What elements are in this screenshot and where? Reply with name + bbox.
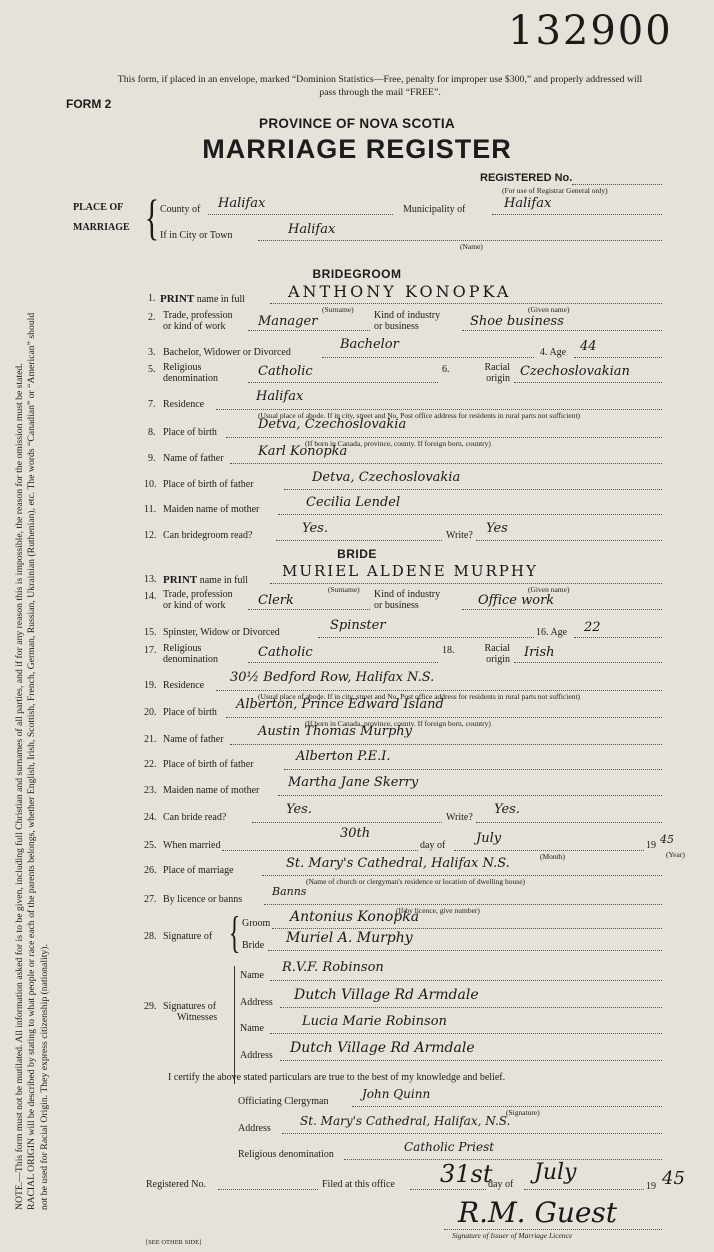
certification-statement: I certify the above stated particulars are true to the best of my knowledge and belief. (168, 1072, 506, 1083)
field-number: 7. (148, 399, 156, 410)
field-number: 3. (148, 347, 156, 358)
age-label: Age (549, 347, 567, 358)
field-number: 19. (144, 680, 157, 691)
groom-industry: Shoe business (470, 314, 564, 329)
bride-can-write: Yes. (494, 802, 520, 817)
licence-or-banns-value: Banns (272, 885, 307, 898)
religion-label-a: Religious (163, 362, 202, 373)
industry-label-a: Kind of industry (374, 589, 441, 600)
place-of-birth-label: Place of birth (163, 427, 217, 438)
field-number: 12. (144, 530, 157, 541)
field-number: 10. (144, 479, 157, 490)
residence-note: (Usual place of abode. If in city, street and No. Post office address for residents in rural parts not sufficient) (258, 411, 581, 420)
father-name-label: Name of father (163, 734, 224, 745)
clergy-religion: Catholic Priest (404, 1140, 495, 1154)
witnesses-label-b: Witnesses (177, 1012, 218, 1023)
bride-industry: Office work (478, 593, 555, 608)
field-number: 14. (144, 591, 157, 602)
city-label: If in City or Town (160, 230, 233, 241)
groom-label: Groom (242, 918, 271, 929)
field-number: 16. (536, 627, 549, 638)
bride-age: 22 (584, 620, 601, 635)
given-name-note: (Given name) (528, 305, 570, 314)
when-married-label: When married (163, 840, 221, 851)
bride-religion: Catholic (258, 645, 313, 660)
field-number: 6. (442, 364, 450, 375)
racial-label-b: origin (486, 373, 510, 384)
province-title: PROVINCE OF NOVA SCOTIA (259, 116, 455, 131)
registered-no-label: REGISTERED No. (480, 172, 573, 184)
groom-religion: Catholic (258, 364, 313, 379)
bride-father-name: Austin Thomas Murphy (258, 724, 413, 739)
place-of-label: PLACE OF (73, 202, 124, 213)
year-prefix: 19 (646, 840, 656, 851)
marital-status-label: Spinster, Widow or Divorced (163, 627, 280, 638)
bride-section-title: BRIDE (337, 547, 377, 561)
racial-label-a: Racial (484, 362, 510, 373)
witnesses-label-a: Signatures of (163, 1001, 217, 1012)
bride-trade: Clerk (258, 593, 294, 608)
clergy-signature: John Quinn (362, 1087, 431, 1101)
father-name-label: Name of father (163, 453, 224, 464)
signature-note: (Signature) (506, 1108, 540, 1117)
licence-note: (If by licence, give number) (396, 906, 480, 915)
can-write-label: Write? (446, 530, 473, 541)
groom-marital-status: Bachelor (340, 337, 399, 352)
marriage-year: 45 (660, 833, 674, 846)
field-number: 13. (144, 574, 157, 585)
signature-brace: { (228, 908, 241, 957)
witness-1-name-label: Name (240, 970, 264, 981)
field-number: 21. (144, 734, 157, 745)
industry-label-b: or business (374, 600, 419, 611)
day-of-footer-label: day of (488, 1179, 514, 1190)
year-note: (Year) (666, 850, 685, 859)
marital-status-label: Bachelor, Widower or Divorced (163, 347, 291, 358)
trade-label-b: or kind of work (163, 600, 226, 611)
field-number: 1. (148, 293, 156, 304)
trade-label-b: or kind of work (163, 321, 226, 332)
bride-mother-maiden: Martha Jane Skerry (288, 775, 419, 790)
city-name-note: (Name) (460, 242, 483, 251)
witness-1-address-label: Address (240, 997, 273, 1008)
side-note (14, 310, 114, 1210)
month-note: (Month) (540, 852, 565, 861)
religion-label: Religious denomination (238, 1149, 334, 1160)
filed-label: Filed at this office (322, 1179, 395, 1190)
field-number: 2. (148, 312, 156, 323)
field-number: 18. (442, 645, 455, 656)
signature-of-label: Signature of (163, 931, 213, 942)
groom-trade: Manager (258, 314, 318, 329)
issuer-note: Signature of Issuer of Marriage Licence (452, 1231, 573, 1240)
day-of-label: day of (420, 840, 446, 851)
age-label: Age (550, 627, 568, 638)
father-birthplace-label: Place of birth of father (163, 759, 254, 770)
can-read-label: Can bridegroom read? (163, 530, 253, 541)
trade-label-a: Trade, profession (163, 589, 233, 600)
field-number: 22. (144, 759, 157, 770)
field-number: 27. (144, 894, 157, 905)
can-write-label: Write? (446, 812, 473, 823)
place-brace: { (144, 189, 160, 245)
bride-residence: 30½ Bedford Row, Halifax N.S. (230, 670, 435, 685)
bride-father-birthplace: Alberton P.E.I. (296, 749, 391, 764)
surname-note: (Surname) (328, 585, 360, 594)
marriage-day: 30th (340, 826, 371, 841)
witness-2-name: Lucia Marie Robinson (302, 1014, 447, 1029)
witnesses-bracket (234, 966, 235, 1084)
racial-label-a: Racial (484, 643, 510, 654)
issuer-signature: R.M. Guest (458, 1196, 618, 1229)
bride-signature: Muriel A. Murphy (286, 930, 413, 946)
birth-note: (If born in Canada, province, county. If foreign born, country) (305, 439, 491, 448)
city-value: Halifax (288, 222, 336, 237)
surname-note: (Surname) (322, 305, 354, 314)
county-value: Halifax (218, 196, 266, 211)
given-name-note: (Given name) (528, 585, 570, 594)
bride-marital-status: Spinster (330, 618, 386, 633)
side-note-paragraph-2: RACIAL ORIGIN will be described by stating to what people or race each of the parents belongs, whether English, Irish, Scottish, French, German, Russian, Ukrainian (Ruthenian), etc. The words “Canadian” or “American” should not be used for Racial Origin. They express citizenship (nationality). (26, 312, 50, 1210)
field-number: 28. (144, 931, 157, 942)
bride-racial-origin: Irish (524, 645, 555, 660)
clergy-address: St. Mary's Cathedral, Halifax, N.S. (300, 1114, 511, 1128)
field-number: 24. (144, 812, 157, 823)
field-number: 26. (144, 865, 157, 876)
place-of-marriage-value: St. Mary's Cathedral, Halifax N.S. (286, 856, 510, 871)
field-number: 9. (148, 453, 156, 464)
religion-label-a: Religious (163, 643, 202, 654)
witness-2-address: Dutch Village Rd Armdale (290, 1040, 475, 1056)
name-in-full-label: name in full (199, 575, 249, 586)
licence-or-banns-label: By licence or banns (163, 894, 243, 905)
mother-maiden-label: Maiden name of mother (163, 785, 260, 796)
can-read-label: Can bride read? (163, 812, 227, 823)
witness-1-address: Dutch Village Rd Armdale (294, 987, 479, 1003)
groom-residence: Halifax (256, 389, 304, 404)
groom-can-write: Yes (486, 521, 508, 536)
filed-month: July (534, 1160, 577, 1185)
residence-note: (Usual place of abode. If in city, street and No. Post office address for residents in rural parts not sufficient) (258, 692, 581, 701)
groom-can-read: Yes. (302, 521, 328, 536)
print-label: PRINT (160, 293, 195, 305)
field-number: 20. (144, 707, 157, 718)
witness-2-address-label: Address (240, 1050, 273, 1061)
registrar-note: (For use of Registrar General only) (502, 186, 608, 195)
groom-racial-origin: Czechoslovakian (520, 364, 630, 379)
print-label: PRINT (163, 574, 198, 586)
filed-day: 31st (440, 1160, 493, 1188)
bridegroom-section-title: BRIDEGROOM (312, 267, 402, 281)
stamp-number: 132900 (508, 8, 673, 54)
bride-full-name: MURIEL ALDENE MURPHY (282, 562, 538, 580)
field-number: 5. (148, 364, 156, 375)
religion-label-b: denomination (163, 654, 218, 665)
bride-can-read: Yes. (286, 802, 312, 817)
bride-label: Bride (242, 940, 265, 951)
field-number: 29. (144, 1001, 157, 1012)
mother-maiden-label: Maiden name of mother (163, 504, 260, 515)
groom-father-name: Karl Konopka (258, 444, 348, 459)
religion-label-b: denomination (163, 373, 218, 384)
field-number: 11. (144, 504, 157, 515)
industry-label-b: or business (374, 321, 419, 332)
place-of-marriage-note: (Name of church or clergyman's residence or location of dwelling house) (306, 877, 526, 886)
witness-2-name-label: Name (240, 1023, 264, 1034)
side-note-paragraph-1: NOTE.—This form must not be mutilated. All information asked for is to be given, including full Christian and surnames of all parties, and if for any reason this is impossible, the reason for the omission must be stated. (14, 363, 25, 1210)
residence-label: Residence (163, 399, 205, 410)
filed-year: 45 (662, 1168, 685, 1189)
field-number: 25. (144, 840, 157, 851)
groom-signature: Antonius Konopka (290, 909, 420, 925)
racial-label-b: origin (486, 654, 510, 665)
registered-no-footer-label: Registered No. (146, 1179, 206, 1190)
county-label: County of (160, 204, 201, 215)
marriage-month: July (476, 831, 502, 846)
clergy-label: Officiating Clergyman (238, 1096, 329, 1107)
field-number: 15. (144, 627, 157, 638)
trade-label-a: Trade, profession (163, 310, 233, 321)
groom-mother-maiden: Cecilia Lendel (306, 495, 401, 510)
clergy-address-label: Address (238, 1123, 271, 1134)
name-in-full-label: name in full (196, 294, 246, 305)
municipality-value: Halifax (504, 196, 552, 211)
groom-father-birthplace: Detva, Czechoslovakia (312, 470, 461, 485)
field-number: 23. (144, 785, 157, 796)
bride-place-of-birth: Alberton, Prince Edward Island (236, 697, 444, 712)
field-number: 4. (540, 347, 548, 358)
municipality-label: Municipality of (403, 204, 466, 215)
residence-label: Residence (163, 680, 205, 691)
form-number: FORM 2 (66, 97, 112, 111)
groom-age: 44 (580, 339, 597, 354)
place-of-birth-label: Place of birth (163, 707, 217, 718)
see-other-side: [SEE OTHER SIDE] (146, 1239, 202, 1246)
groom-full-name: ANTHONY KONOPKA (288, 282, 512, 301)
field-number: 17. (144, 645, 157, 656)
groom-place-of-birth: Detva, Czechoslovakia (258, 417, 407, 432)
field-number: 8. (148, 427, 156, 438)
filed-year-prefix: 19 (646, 1181, 656, 1192)
industry-label-a: Kind of industry (374, 310, 441, 321)
document-title: MARRIAGE REGISTER (202, 134, 512, 164)
marriage-label: MARRIAGE (73, 222, 130, 233)
postal-notice: This form, if placed in an envelope, marked “Dominion Statistics—Free, penalty for improper use $300,” and properly addressed will pass through the mail “FREE”. (117, 74, 643, 98)
father-birthplace-label: Place of birth of father (163, 479, 254, 490)
witness-1-name: R.V.F. Robinson (282, 960, 384, 975)
place-of-marriage-label: Place of marriage (163, 865, 234, 876)
birth-note: (If born in Canada, province, county. If foreign born, country) (305, 719, 491, 728)
